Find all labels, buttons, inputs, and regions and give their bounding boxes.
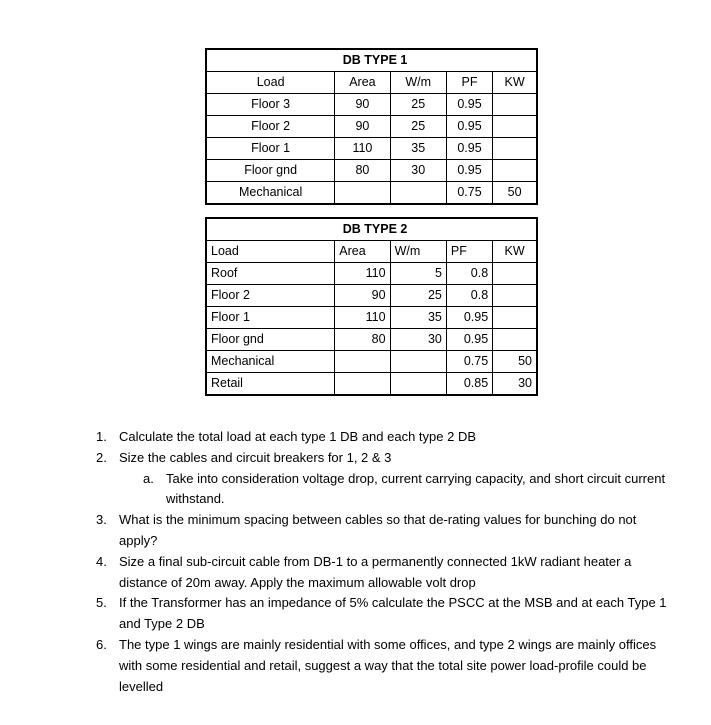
area-cell	[335, 373, 390, 396]
item-number: 5.	[96, 595, 107, 611]
wm-cell: 25	[390, 116, 446, 138]
column-header-kw: KW	[493, 241, 537, 263]
load-cell: Floor gnd	[206, 160, 335, 182]
sub-item-text: Take into consideration voltage drop, current carrying capacity, and short circuit current withstand.	[166, 470, 666, 507]
column-header-area: Area	[335, 72, 390, 94]
table-title: DB TYPE 1	[335, 49, 537, 72]
list-item	[96, 593, 676, 635]
table-row	[206, 307, 537, 329]
area-cell: 110	[335, 138, 390, 160]
list-item	[96, 448, 676, 469]
sub-list-item	[96, 469, 676, 511]
wm-cell: 5	[390, 263, 446, 285]
table-title: DB TYPE 2	[335, 218, 537, 241]
pf-cell: 0.75	[446, 182, 492, 205]
table-row	[206, 373, 537, 396]
item-text: Calculate the total load at each type 1 DB and each type 2 DB	[119, 429, 477, 444]
wm-cell	[390, 373, 446, 396]
pf-cell: 0.95	[446, 329, 492, 351]
area-cell: 90	[335, 94, 390, 116]
pf-cell: 0.95	[446, 160, 492, 182]
wm-cell: 35	[390, 307, 446, 329]
pf-cell: 0.95	[446, 307, 492, 329]
column-header-kw: KW	[493, 72, 537, 94]
load-cell: Floor 2	[206, 116, 335, 138]
kw-cell: 30	[493, 373, 537, 396]
table-row	[206, 182, 537, 205]
load-cell: Roof	[206, 263, 335, 285]
list-item	[96, 427, 676, 448]
pf-cell: 0.8	[446, 263, 492, 285]
column-header-area: Area	[335, 241, 390, 263]
table-row	[206, 263, 537, 285]
table-row	[206, 351, 537, 373]
load-cell: Mechanical	[206, 182, 335, 205]
table-row	[206, 285, 537, 307]
area-cell	[335, 351, 390, 373]
area-cell: 80	[335, 329, 390, 351]
pf-cell: 0.95	[446, 116, 492, 138]
list-item	[96, 510, 676, 552]
item-text: Size the cables and circuit breakers for 1, 2 & 3	[119, 449, 392, 465]
kw-cell	[493, 94, 537, 116]
kw-cell: 50	[493, 182, 537, 205]
sub-list-container	[96, 469, 676, 511]
db-type-1-table	[205, 48, 538, 205]
wm-cell: 30	[390, 329, 446, 351]
area-cell: 110	[335, 263, 390, 285]
sub-item-letter: a.	[143, 470, 154, 486]
item-number: 1.	[96, 429, 107, 444]
wm-cell: 25	[390, 285, 446, 307]
item-text: What is the minimum spacing between cables so that de-rating values for bunching do not apply?	[119, 512, 637, 548]
table-row	[206, 329, 537, 351]
sub-list	[96, 469, 676, 511]
pf-cell: 0.8	[446, 285, 492, 307]
db-type-2-table	[205, 217, 538, 396]
item-text: If the Transformer has an impedance of 5% calculate the PSCC at the MSB and at each Type 1 and Type 2 DB	[119, 595, 667, 632]
pf-cell: 0.95	[446, 94, 492, 116]
column-header-wm: W/m	[390, 72, 446, 94]
pf-cell: 0.75	[446, 351, 492, 373]
load-cell: Floor 2	[206, 285, 335, 307]
area-cell: 80	[335, 160, 390, 182]
kw-cell	[493, 263, 537, 285]
column-header-load: Load	[206, 241, 335, 263]
column-header-wm: W/m	[390, 241, 446, 263]
table-row	[206, 160, 537, 182]
area-cell: 110	[335, 307, 390, 329]
item-text: Size a final sub-circuit cable from DB-1 to a permanently connected 1kW radiant heater a distance of 20m away. Apply the maximum allowable volt drop	[119, 553, 632, 590]
wm-cell: 30	[390, 160, 446, 182]
load-cell: Floor 1	[206, 307, 335, 329]
wm-cell	[390, 351, 446, 373]
column-header-load: Load	[206, 72, 335, 94]
load-cell: Floor gnd	[206, 329, 335, 351]
item-text: The type 1 wings are mainly residential with some offices, and type 2 wings are mainly offices with some residential and retail, suggest a way that the total site power load-profile could be levelled	[119, 636, 657, 694]
wm-cell: 35	[390, 138, 446, 160]
area-cell: 90	[335, 285, 390, 307]
item-number: 2.	[96, 449, 107, 465]
area-cell	[335, 182, 390, 205]
kw-cell	[493, 307, 537, 329]
item-number: 4.	[96, 553, 107, 569]
table-row	[206, 138, 537, 160]
pf-cell: 0.85	[446, 373, 492, 396]
list-item	[96, 552, 676, 594]
load-cell: Floor 1	[206, 138, 335, 160]
question-list	[96, 427, 676, 697]
column-header-pf: PF	[446, 72, 492, 94]
item-number: 6.	[96, 636, 107, 652]
wm-cell: 25	[390, 94, 446, 116]
load-cell: Mechanical	[206, 351, 335, 373]
kw-cell	[493, 329, 537, 351]
kw-cell	[493, 285, 537, 307]
table-row	[206, 94, 537, 116]
kw-cell: 50	[493, 351, 537, 373]
list-item	[96, 635, 676, 697]
area-cell: 90	[335, 116, 390, 138]
item-number: 3.	[96, 512, 107, 528]
load-cell: Floor 3	[206, 94, 335, 116]
kw-cell	[493, 138, 537, 160]
kw-cell	[493, 160, 537, 182]
column-header-pf: PF	[446, 241, 492, 263]
wm-cell	[390, 182, 446, 205]
load-cell: Retail	[206, 373, 335, 396]
table-row	[206, 116, 537, 138]
pf-cell: 0.95	[446, 138, 492, 160]
kw-cell	[493, 116, 537, 138]
